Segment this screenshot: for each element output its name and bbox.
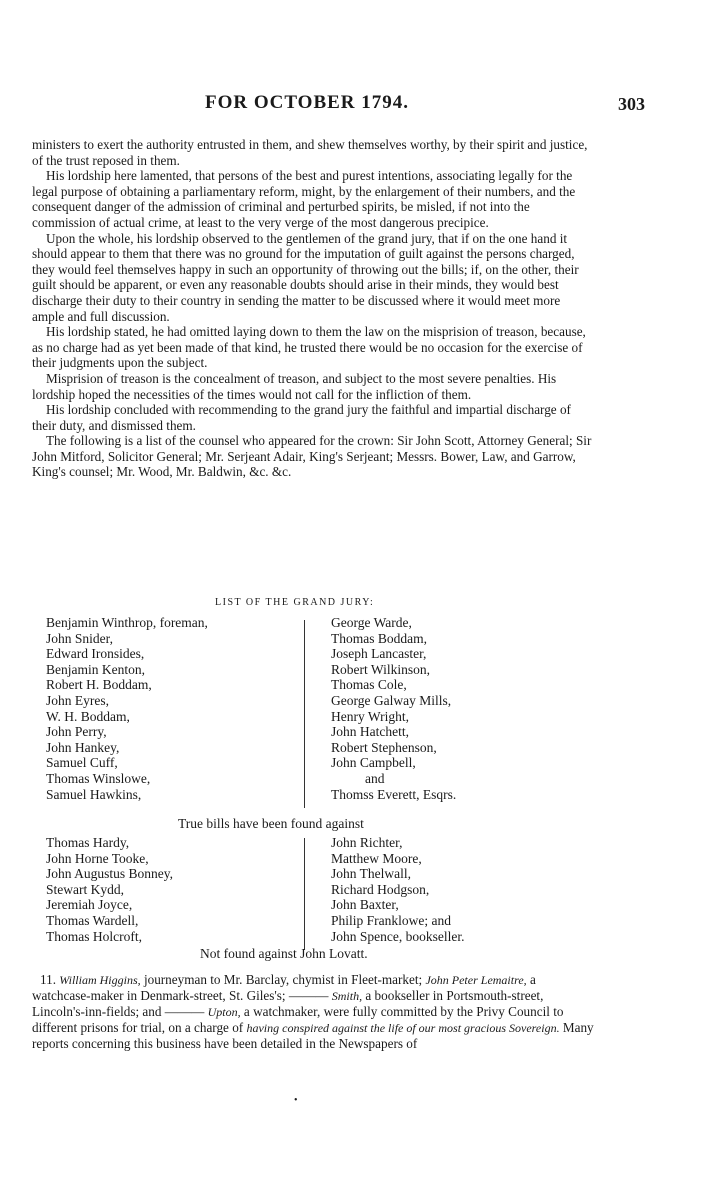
text-run: a watchmaker, were fully committed by the Privy Council to different prisons for trial, on a charge of <box>32 1004 564 1035</box>
list-item: Thomss Everett, Esqrs. <box>331 786 457 802</box>
list-item: Robert H. Boddam, <box>46 677 152 693</box>
true-bills-left-column <box>46 835 173 944</box>
running-head: FOR OCTOBER 1794. <box>205 92 410 113</box>
list-item: Thomas Cole, <box>331 677 407 693</box>
list-item: Thomas Wardell, <box>46 912 139 928</box>
list-item: John Richter, <box>331 835 403 850</box>
list-item: John Baxter, <box>331 897 399 913</box>
text-run: 11. <box>40 972 60 987</box>
list-item: Benjamin Kenton, <box>46 661 145 677</box>
final-paragraph <box>32 972 597 1052</box>
italic-name: Smith, <box>331 989 363 1003</box>
italic-name: William Higgins, <box>59 973 141 987</box>
list-item: George Warde, <box>331 615 412 630</box>
text-run: a watchcase-maker in Denmark-street, St. Giles's; ——— <box>32 972 536 1003</box>
list-item: Robert Stephenson, <box>331 739 437 755</box>
list-item: Thomas Holcroft, <box>46 928 142 944</box>
grand-jury-right-column <box>331 615 456 802</box>
list-item: Matthew Moore, <box>331 850 422 866</box>
list-item: John Thelwall, <box>331 866 411 882</box>
list-item: George Galway Mills, <box>331 692 452 708</box>
list-item: Jeremiah Joyce, <box>46 897 133 913</box>
grand-jury-left-column <box>46 615 208 802</box>
text-run: journeyman to Mr. Barclay, chymist in Fleet-market; <box>140 972 426 987</box>
column-divider <box>304 838 305 950</box>
list-item: John Campbell, <box>331 755 416 771</box>
paragraph: His lordship concluded with recommending to the grand jury the faithful and impartial discharge of their duty, and dismissed them. <box>32 402 571 433</box>
list-item: John Eyres, <box>46 692 109 708</box>
list-item: W. H. Boddam, <box>46 708 130 724</box>
text-run: a bookseller in Portsmouth-street, Lincoln's-inn-fields; and ——— <box>32 988 544 1019</box>
italic-phrase: having conspired against the life of our most gracious Sovereign. <box>246 1021 560 1035</box>
list-item: Robert Wilkinson, <box>331 661 430 677</box>
paragraph <box>32 972 597 1052</box>
italic-name: Upton, <box>207 1005 241 1019</box>
list-item: Thomas Hardy, <box>46 835 130 850</box>
list-item: Henry Wright, <box>331 708 409 724</box>
list-item: Joseph Lancaster, <box>331 646 427 662</box>
list-item: John Hankey, <box>46 739 120 755</box>
column-divider <box>304 620 305 808</box>
text-run: Many reports concerning this business have been detailed in the Newspapers of <box>32 1020 594 1051</box>
list-item: Samuel Hawkins, <box>46 786 142 802</box>
list-item: Benjamin Winthrop, foreman, <box>46 615 208 630</box>
list-item: John Perry, <box>46 724 107 740</box>
decorative-dot: • <box>294 1095 298 1106</box>
true-bills-heading: True bills have been found against <box>178 816 364 831</box>
list-item: Edward Ironsides, <box>46 646 145 662</box>
list-item: John Snider, <box>46 630 113 646</box>
paragraph: His lordship here lamented, that persons of the best and purest intentions, associating legally for the legal purpose of obtaining a parliamentary reform, might, by the enlargement of their numbers, and the consequent danger of the admission of criminal and perturbed spirits, be misled, if not into the commission of actual crime, at least to the very verge of the most dangerous precipice. <box>32 168 576 230</box>
list-item: Samuel Cuff, <box>46 755 118 771</box>
list-item: John Horne Tooke, <box>46 850 149 866</box>
list-item: John Hatchett, <box>331 724 409 740</box>
paragraph: The following is a list of the counsel who appeared for the crown: Sir John Scott, Attorney General; Sir John Mitford, Solicitor General; Mr. Serjeant Adair, King's Serjeant; Messrs. Bower, Law, and Garrow, King's counsel; Mr. Wood, Mr. Baldwin, &c. &c. <box>32 433 592 480</box>
italic-name: John Peter Lemaitre, <box>425 973 527 987</box>
paragraph: Upon the whole, his lordship observed to the gentlemen of the grand jury, that if on the one hand it should appear to them that there was no ground for the imputation of guilt against the persons charged, they would feel themselves happy in such an opportunity of throwing out the bills; if, on the other, their guilt should be apparent, or even any reasonable doubts should arise in their minds, they would best discharge their duty to their country in sending the matter to be discussed where it would meet more ample and full discussion. <box>32 230 579 324</box>
list-item: and <box>365 770 385 786</box>
article-body <box>32 137 592 480</box>
page-header <box>0 92 707 122</box>
page-number: 303 <box>618 94 645 114</box>
paragraph: ministers to exert the authority entrusted in them, and shew themselves worthy, by their spirit and justice, of the trust reposed in them. <box>32 137 588 168</box>
list-item: Thomas Boddam, <box>331 630 427 646</box>
true-bills-right-column <box>331 835 464 944</box>
paragraph: His lordship stated, he had omitted laying down to them the law on the misprision of treason, because, as no charge had as yet been made of that kind, he trusted there would be no occasion for the exercise of their judgments upon the subject. <box>32 324 586 371</box>
grand-jury-title: LIST OF THE GRAND JURY: <box>215 597 375 608</box>
not-found-line: Not found against John Lovatt. <box>200 946 368 961</box>
list-item: Thomas Winslowe, <box>46 770 151 786</box>
list-item: Philip Franklowe; and <box>331 912 451 928</box>
paragraph: Misprision of treason is the concealment of treason, and subject to the most severe penalties. His lordship hoped the necessities of the times would not call for the infliction of them. <box>32 370 557 402</box>
list-item: Richard Hodgson, <box>331 881 430 897</box>
list-item: John Augustus Bonney, <box>46 866 174 882</box>
list-item: John Spence, bookseller. <box>331 928 465 944</box>
list-item: Stewart Kydd, <box>46 881 124 897</box>
